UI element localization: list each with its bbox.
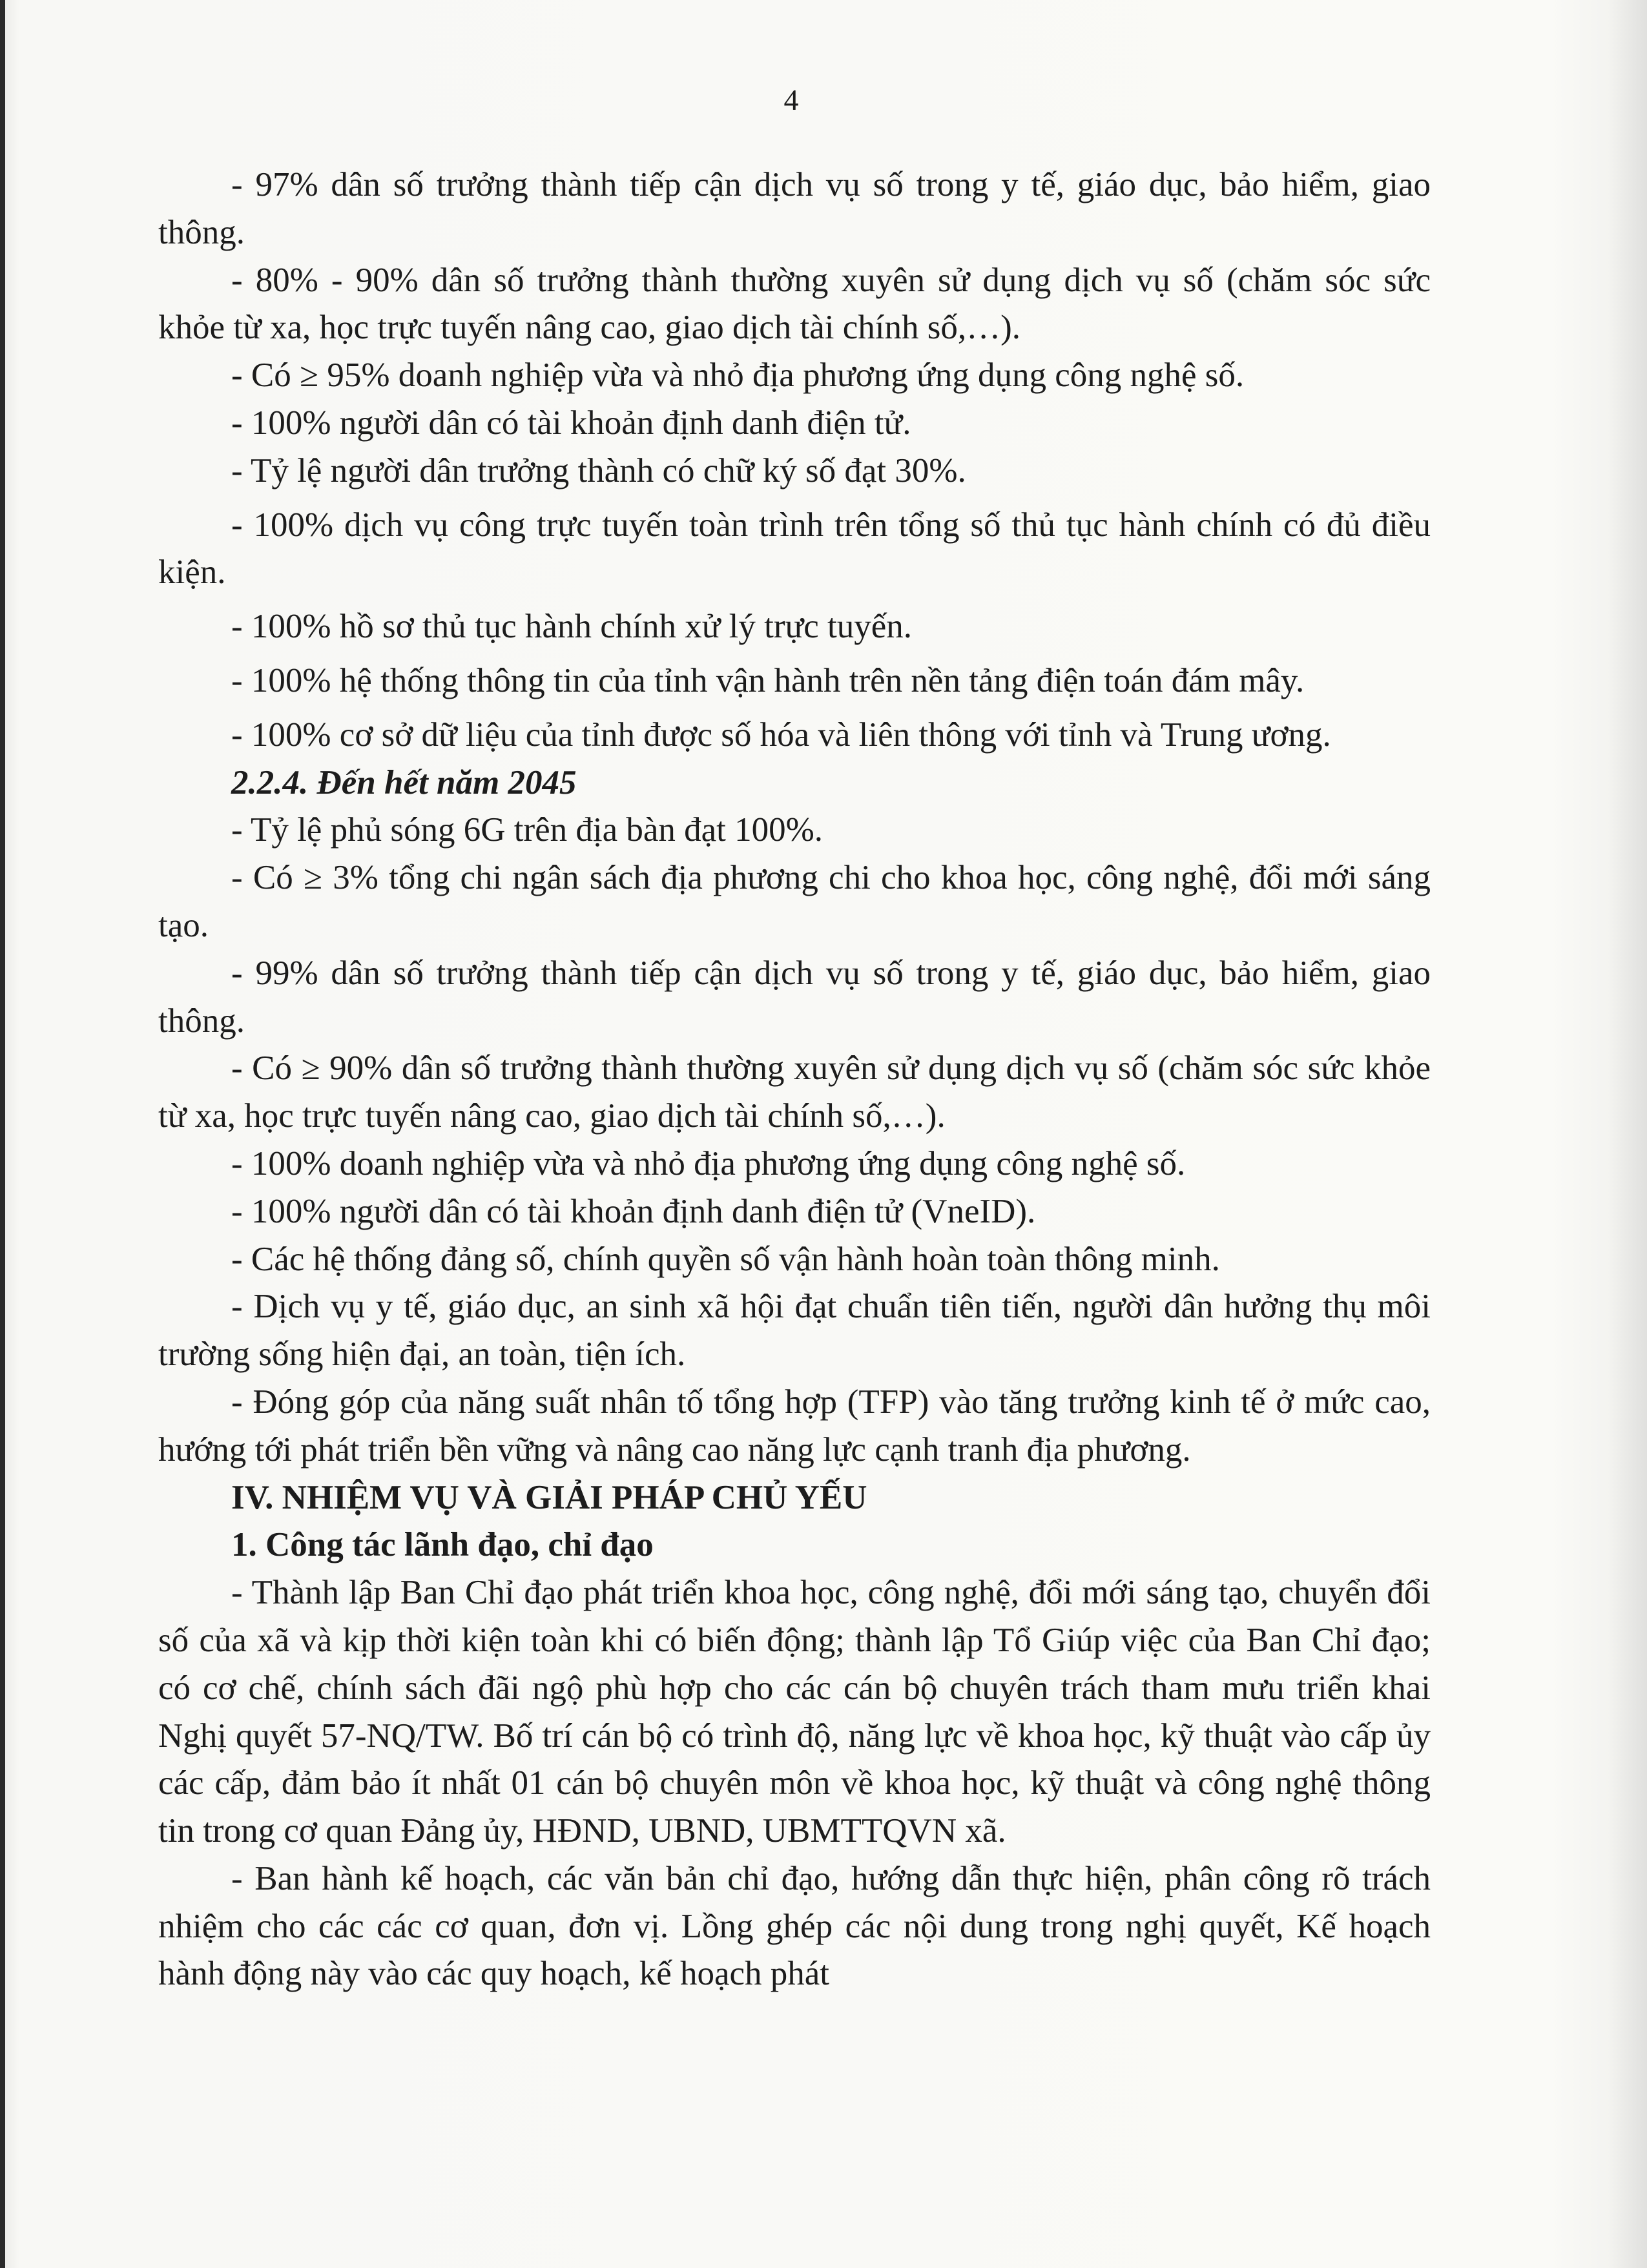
paragraph-digital-signature-30: - Tỷ lệ người dân trưởng thành có chữ ký số đạt 30%.	[231, 451, 966, 490]
paragraph-digital-government: - Các hệ thống đảng số, chính quyền số vận hành hoàn toàn thông minh.	[231, 1240, 1220, 1278]
document-body	[158, 161, 1431, 1998]
paragraph-eid-100: - 100% người dân có tài khoản định danh điện tử.	[231, 404, 911, 442]
scan-left-edge	[0, 0, 5, 2268]
paragraph-online-services-100: - 100% dịch vụ công trực tuyến toàn trình trên tổng số thủ tục hành chính có đủ điều kiện.	[158, 506, 1431, 592]
paragraph-databases-100: - 100% cơ sở dữ liệu của tỉnh được số hóa và liên thông với tỉnh và Trung ương.	[231, 716, 1331, 754]
paragraph-steering-committee: - Thành lập Ban Chỉ đạo phát triển khoa học, công nghệ, đổi mới sáng tạo, chuyển đổi số của xã và kịp thời kiện toàn khi có biến động; thành lập Tổ Giúp việc của Ban Chỉ đạo; có cơ chế, chính sách đãi ngộ phù hợp cho các cán bộ chuyên trách tham mưu triển khai Nghị quyết 57-NQ/TW. Bố trí cán bộ có trình độ, năng lực về khoa học, kỹ thuật vào cấp ủy các cấp, đảm bảo ít nhất 01 cán bộ chuyên môn về khoa học, kỹ thuật và công nghệ thông tin trong cơ quan Đảng ủy, HĐND, UBND, UBMTTQVN xã.	[158, 1574, 1431, 1850]
paragraph-tfp: - Đóng góp của năng suất nhân tố tổng hợp (TFP) vào tăng trưởng kinh tế ở mức cao, hướng tới phát triển bền vững và nâng cao năng lực cạnh tranh địa phương.	[158, 1383, 1431, 1469]
paragraph-cloud-systems-100: - 100% hệ thống thông tin của tỉnh vận hành trên nền tảng điện toán đám mây.	[231, 661, 1305, 699]
scan-right-shadow	[1608, 0, 1647, 2268]
paragraph-adult-usage-90: - Có ≥ 90% dân số trưởng thành thường xuyên sử dụng dịch vụ số (chăm sóc sức khỏe từ xa, học trực tuyến nâng cao, giao dịch tài chính số,…).	[158, 1049, 1431, 1135]
paragraph-online-records-100: - 100% hồ sơ thủ tục hành chính xử lý trực tuyến.	[231, 608, 913, 646]
paragraph-plans-guidance: - Ban hành kế hoạch, các văn bản chỉ đạo, hướng dẫn thực hiện, phân công rõ trách nhiệm cho các các cơ quan, đơn vị. Lồng ghép các nội dung trong nghị quyết, Kế hoạch hành động này vào các quy hoạch, kế hoạch phát	[158, 1859, 1431, 1993]
heading-1-leadership: 1. Công tác lãnh đạo, chỉ đạo	[231, 1526, 654, 1564]
heading-section-iv: IV. NHIỆM VỤ VÀ GIẢI PHÁP CHỦ YẾU	[231, 1478, 867, 1516]
paragraph-sme-95: - Có ≥ 95% doanh nghiệp vừa và nhỏ địa phương ứng dụng công nghệ số.	[231, 356, 1245, 395]
heading-2-2-4: 2.2.4. Đến hết năm 2045	[231, 763, 577, 801]
paragraph-6g-coverage: - Tỷ lệ phủ sóng 6G trên địa bàn đạt 100%.	[231, 811, 824, 849]
paragraph-adult-access-99: - 99% dân số trưởng thành tiếp cận dịch vụ số trong y tế, giáo dục, bảo hiểm, giao thông.	[158, 954, 1431, 1040]
page-number: 4	[783, 83, 799, 116]
paragraph-adult-access-97: - 97% dân số trưởng thành tiếp cận dịch vụ số trong y tế, giáo dục, bảo hiểm, giao thông.	[158, 166, 1431, 251]
paragraph-social-services: - Dịch vụ y tế, giáo dục, an sinh xã hội đạt chuẩn tiên tiến, người dân hưởng thụ môi trường sống hiện đại, an toàn, tiện ích.	[158, 1288, 1431, 1374]
paragraph-vneid-100: - 100% người dân có tài khoản định danh điện tử (VneID).	[231, 1192, 1036, 1230]
paragraph-adult-usage-80-90: - 80% - 90% dân số trưởng thành thường xuyên sử dụng dịch vụ số (chăm sóc sức khỏe từ xa, học trực tuyến nâng cao, giao dịch tài chính số,…).	[158, 261, 1431, 347]
paragraph-budget-3: - Có ≥ 3% tổng chi ngân sách địa phương chi cho khoa học, công nghệ, đổi mới sáng tạo.	[158, 859, 1431, 944]
paragraph-sme-100: - 100% doanh nghiệp vừa và nhỏ địa phương ứng dụng công nghệ số.	[231, 1144, 1186, 1182]
